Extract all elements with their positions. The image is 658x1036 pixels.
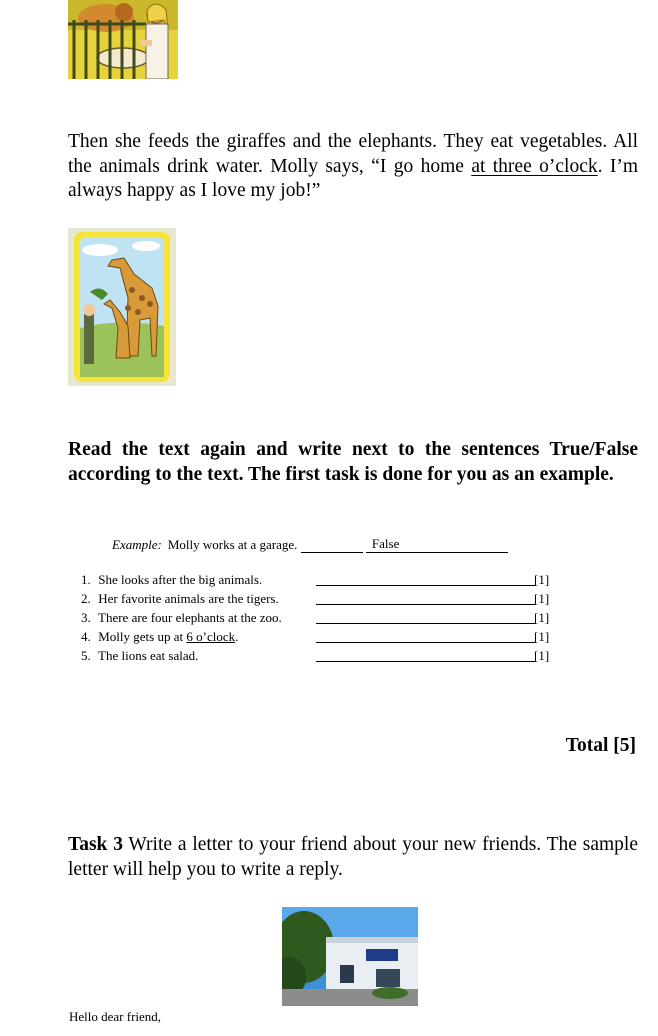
giraffe-feeding-image — [68, 228, 176, 386]
question-underlined-time: 6 o’clock — [186, 629, 236, 644]
question-number: 4. — [81, 629, 91, 644]
story-paragraph — [68, 130, 638, 204]
total-score: Total [5] — [565, 735, 636, 756]
question-number: 1. — [81, 572, 91, 587]
story-text-part1: Then she feeds the giraffes and the elephants. They eat vegetables. All the animals drink water. Molly says, “I go home — [68, 131, 638, 177]
question-mark: [1] — [534, 591, 550, 606]
question-mark: [1] — [534, 610, 550, 625]
example-blank — [301, 540, 363, 553]
task3-paragraph — [68, 833, 638, 882]
task3-label: Task 3 — [68, 834, 123, 855]
example-label: Example: — [112, 537, 162, 552]
question-row — [81, 629, 561, 645]
answer-line[interactable] — [316, 585, 536, 586]
question-row — [81, 648, 561, 664]
question-mark: [1] — [534, 572, 550, 587]
instructions-heading: Read the text again and write next to the sentences True/False according to the text. The first task is done for you as an example. — [68, 439, 638, 485]
answer-line[interactable] — [316, 642, 536, 643]
question-mark: [1] — [534, 629, 550, 644]
question-text: She looks after the big animals. — [98, 572, 263, 587]
question-row — [81, 610, 561, 626]
question-text: Molly gets up at — [98, 629, 187, 644]
story-text-part2: . I’m always happy as I love my job!” — [68, 155, 639, 201]
question-row — [81, 591, 561, 607]
letter-greeting: Hello dear friend, — [69, 1009, 162, 1024]
question-number: 3. — [81, 610, 91, 625]
question-number: 2. — [81, 591, 91, 606]
question-text: There are four elephants at the zoo. — [98, 610, 282, 625]
example-answer: False — [371, 536, 400, 551]
answer-line[interactable] — [316, 623, 536, 624]
zookeeper-lion-image — [68, 0, 178, 79]
example-line — [112, 537, 508, 553]
school-building-image — [282, 907, 418, 1006]
question-text-end: . — [235, 629, 239, 644]
question-mark: [1] — [534, 648, 550, 663]
question-number: 5. — [81, 648, 91, 663]
question-text: Her favorite animals are the tigers. — [98, 591, 279, 606]
example-answer-line — [366, 538, 508, 553]
question-row — [81, 572, 561, 588]
question-text: The lions eat salad. — [98, 648, 199, 663]
answer-line[interactable] — [316, 661, 536, 662]
task3-text: Write a letter to your friend about your new friends. The sample letter will help you to write a reply. — [68, 834, 638, 880]
example-sentence: Molly works at a garage. — [167, 537, 298, 552]
answer-line[interactable] — [316, 604, 536, 605]
story-underlined-time: at three o’clock — [471, 155, 598, 177]
